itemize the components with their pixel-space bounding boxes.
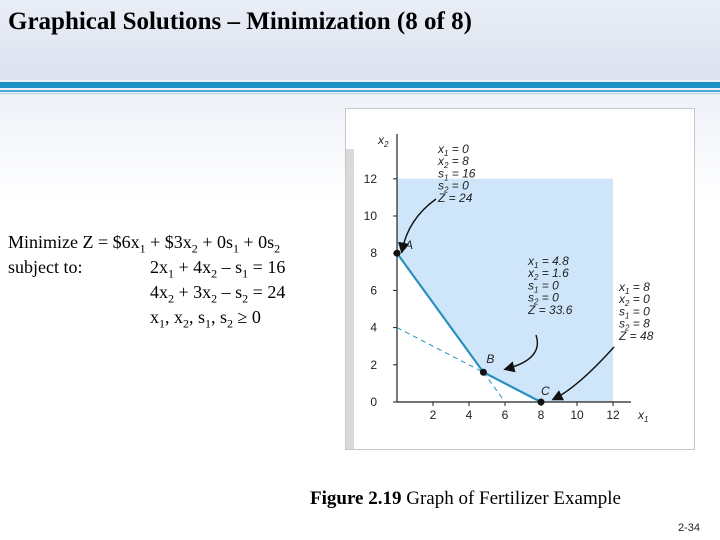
y-tick-label: 2 — [370, 357, 377, 372]
corner-point-a — [394, 250, 401, 257]
point-label-c: C — [541, 384, 550, 398]
x-tick-label: 6 — [501, 408, 509, 422]
caption-label: Figure 2.19 — [310, 488, 402, 509]
x-tick-label: 10 — [570, 408, 584, 422]
annotation-c-line: $s_1 = 0$ — [619, 304, 650, 321]
annotation-c-line: $x_2 = 0$ — [619, 292, 650, 309]
annotation-c-line: $s_2 = 8$ — [619, 316, 650, 333]
annotation-b-line: Z = 33.6 — [528, 302, 573, 317]
y-tick-label: 10 — [363, 209, 377, 223]
annotation-b-line: $x_1 = 4.8$ — [528, 254, 569, 270]
slide-title: Graphical Solutions – Minimization (8 of 8) — [8, 8, 472, 35]
x-axis-label: $x_1$ — [638, 408, 649, 424]
x-tick-label: 12 — [606, 408, 620, 422]
subject-to-label: subject to: — [8, 257, 83, 277]
page-number: 2-34 — [677, 522, 700, 534]
feasible-region — [397, 179, 613, 402]
figure-edge — [346, 149, 354, 449]
point-label-b: B — [486, 352, 495, 367]
annotation-c-line: $x_1 = 8$ — [619, 280, 650, 296]
figure-graph — [345, 108, 695, 450]
y-tick-label: 8 — [370, 246, 377, 261]
y-tick-label: 6 — [370, 283, 377, 298]
corner-point-b — [480, 369, 487, 376]
y-axis-label: $x_2$ — [378, 133, 389, 149]
y-tick-label: 4 — [370, 320, 377, 335]
x-tick-label: 8 — [537, 408, 545, 422]
annotation-b-line: $x_2 = 1.6$ — [528, 266, 569, 283]
annotation-a-line: $x_1 = 0$ — [438, 142, 469, 158]
slide-header — [0, 0, 720, 80]
header-rule-light — [0, 93, 720, 94]
annotation-a-line: $s_1 = 16$ — [438, 166, 476, 183]
objective-line: Minimize $Z = \$6x_1$ + $\$3x_2 + 0s_1 + 0s_2$ — [8, 232, 281, 256]
y-tick-label: 0 — [370, 395, 377, 409]
header-rule — [0, 82, 720, 88]
corner-point-c — [538, 399, 545, 406]
caption-text: Graph of Fertilizer Example — [401, 488, 621, 509]
annotation-a-line: Z = 24 — [438, 190, 473, 205]
constraint-line-1: subject to: $2x_1 + 4x_2 - s_1 = 16$ — [8, 257, 286, 281]
problem-statement — [8, 230, 348, 330]
nonnegativity-line: $x_1$, $x_2$, $s_1$, $s_2 \ge 0$ — [150, 307, 261, 331]
annotation-a-line: $s_2 = 0$ — [438, 178, 469, 195]
x-tick-label: 2 — [429, 408, 437, 422]
x-tick-label: 4 — [465, 408, 473, 422]
annotation-c-line: Z = 48 — [619, 328, 654, 343]
y-tick-label: 12 — [363, 171, 377, 186]
header-rule-thin — [0, 90, 720, 92]
point-label-a: A — [405, 238, 414, 253]
annotation-b-line: $s_2 = 0$ — [528, 290, 559, 307]
annotation-b-line: $s_1 = 0$ — [528, 278, 559, 295]
annotation-a-line: $x_2 = 8$ — [438, 154, 469, 171]
fertilizer-graph — [346, 109, 694, 449]
figure-caption — [310, 488, 710, 510]
constraint-line-2: $4x_2 + 3x_2 - s_2 = 24$ — [150, 282, 286, 306]
